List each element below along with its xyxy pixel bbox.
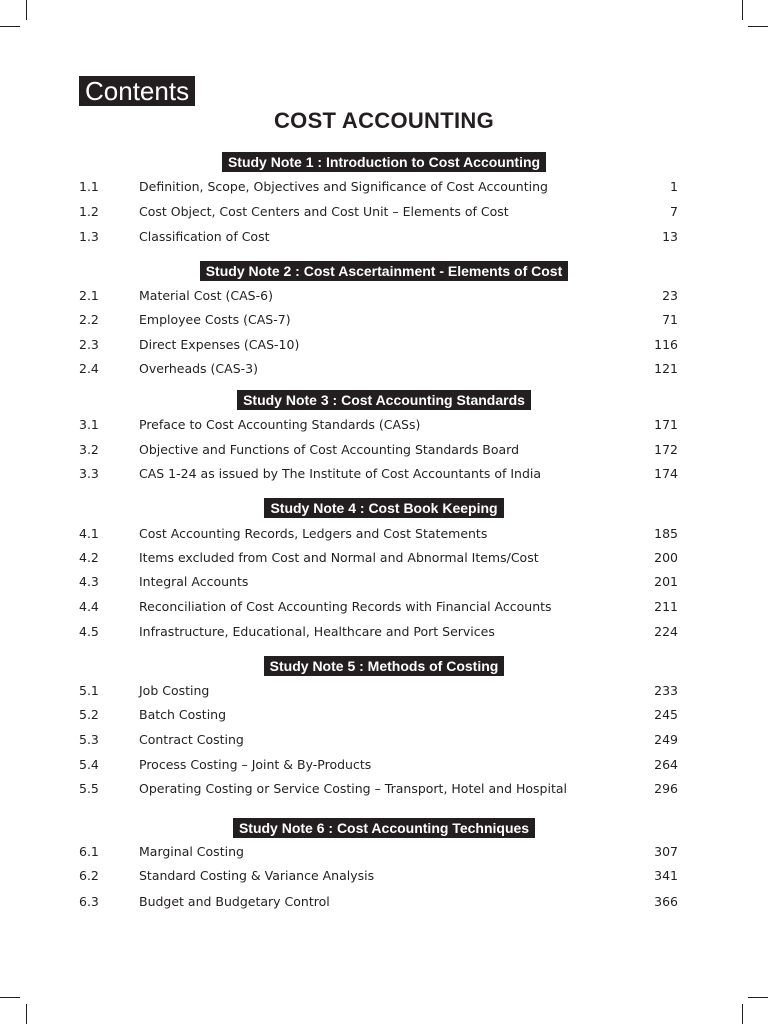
entry-page: 185 (654, 526, 678, 541)
entry-page: 174 (654, 466, 678, 481)
entry-title: Cost Accounting Records, Ledgers and Cost Statements (139, 526, 488, 541)
entry-page: 171 (654, 417, 678, 432)
entry-title: Overheads (CAS-3) (139, 361, 258, 376)
toc-entry[interactable] (79, 705, 678, 725)
entry-title: Integral Accounts (139, 574, 249, 589)
entry-page: 172 (654, 442, 678, 457)
toc-entry[interactable] (79, 524, 678, 544)
entry-page: 71 (662, 312, 678, 327)
entry-page: 264 (654, 757, 678, 772)
entry-number: 5.1 (79, 683, 99, 698)
study-note-1-heading (0, 152, 768, 172)
study-note-2-label: Study Note 2 : Cost Ascertainment - Elements of Cost (200, 261, 569, 281)
entry-title: Job Costing (139, 683, 210, 698)
crop-mark (748, 26, 768, 27)
entry-page: 307 (654, 844, 678, 859)
entry-title: Infrastructure, Educational, Healthcare and Port Services (139, 624, 495, 639)
crop-mark (0, 997, 20, 998)
contents-heading: Contents (79, 76, 195, 106)
study-note-4-label: Study Note 4 : Cost Book Keeping (264, 498, 503, 518)
entry-title: Objective and Functions of Cost Accounting Standards Board (139, 442, 520, 457)
toc-entry[interactable] (79, 202, 678, 222)
entry-page: 7 (670, 204, 678, 219)
crop-mark (748, 997, 768, 998)
entry-title: Employee Costs (CAS-7) (139, 312, 291, 327)
entry-number: 5.3 (79, 732, 99, 747)
entry-page: 341 (654, 868, 678, 883)
crop-mark (742, 1004, 743, 1024)
entry-number: 3.2 (79, 442, 99, 457)
toc-entry[interactable] (79, 842, 678, 862)
toc-entry[interactable] (79, 310, 678, 330)
entry-number: 4.3 (79, 574, 99, 589)
entry-number: 2.1 (79, 288, 99, 303)
entry-number: 5.5 (79, 781, 99, 796)
study-note-6-label: Study Note 6 : Cost Accounting Techniques (233, 818, 535, 838)
toc-entry[interactable] (79, 597, 678, 617)
entry-title: CAS 1-24 as issued by The Institute of Cost Accountants of India (139, 466, 542, 481)
entry-title: Definition, Scope, Objectives and Significance of Cost Accounting (139, 179, 548, 194)
study-note-3-heading (0, 390, 768, 410)
entry-number: 3.3 (79, 466, 99, 481)
entry-title: Budget and Budgetary Control (139, 894, 330, 909)
toc-entry[interactable] (79, 359, 678, 379)
study-note-2-heading (0, 261, 768, 281)
entry-title: Classification of Cost (139, 229, 270, 244)
toc-entry[interactable] (79, 464, 678, 484)
study-note-3-label: Study Note 3 : Cost Accounting Standards (237, 390, 531, 410)
study-note-1-label: Study Note 1 : Introduction to Cost Accounting (222, 152, 546, 172)
crop-mark (26, 1004, 27, 1024)
entry-number: 1.2 (79, 204, 99, 219)
entry-page: 224 (654, 624, 678, 639)
entry-page: 249 (654, 732, 678, 747)
study-note-5-label: Study Note 5 : Methods of Costing (264, 656, 505, 676)
entry-title: Operating Costing or Service Costing – Transport, Hotel and Hospital (139, 781, 567, 796)
page-title: COST ACCOUNTING (273, 108, 494, 133)
toc-entry[interactable] (79, 286, 678, 306)
entry-number: 2.3 (79, 337, 99, 352)
toc-entry[interactable] (79, 415, 678, 435)
toc-entry[interactable] (79, 572, 678, 592)
crop-mark (742, 0, 743, 20)
entry-title: Standard Costing & Variance Analysis (139, 868, 375, 883)
entry-page: 200 (654, 550, 678, 565)
entry-number: 6.3 (79, 894, 99, 909)
entry-title: Marginal Costing (139, 844, 244, 859)
entry-page: 211 (654, 599, 678, 614)
toc-entry[interactable] (79, 892, 678, 912)
entry-page: 233 (654, 683, 678, 698)
entry-page: 366 (654, 894, 678, 909)
entry-number: 3.1 (79, 417, 99, 432)
entry-number: 5.2 (79, 707, 99, 722)
entry-title: Direct Expenses (CAS-10) (139, 337, 300, 352)
crop-mark (0, 26, 20, 27)
toc-entry[interactable] (79, 779, 678, 799)
entry-page: 1 (670, 179, 678, 194)
entry-title: Contract Costing (139, 732, 244, 747)
study-note-5-heading (0, 656, 768, 676)
toc-entry[interactable] (79, 866, 678, 886)
entry-number: 4.2 (79, 550, 99, 565)
entry-number: 6.2 (79, 868, 99, 883)
entry-number: 4.4 (79, 599, 99, 614)
study-note-4-heading (0, 498, 768, 518)
toc-entry[interactable] (79, 730, 678, 750)
entry-page: 121 (654, 361, 678, 376)
entry-page: 245 (654, 707, 678, 722)
entry-title: Cost Object, Cost Centers and Cost Unit – Elements of Cost (139, 204, 509, 219)
entry-number: 5.4 (79, 757, 99, 772)
toc-entry[interactable] (79, 622, 678, 642)
entry-number: 1.1 (79, 179, 99, 194)
entry-title: Reconciliation of Cost Accounting Records with Financial Accounts (139, 599, 552, 614)
toc-entry[interactable] (79, 755, 678, 775)
toc-entry[interactable] (79, 227, 678, 247)
entry-page: 201 (654, 574, 678, 589)
toc-entry[interactable] (79, 335, 678, 355)
entry-title: Material Cost (CAS-6) (139, 288, 273, 303)
entry-number: 6.1 (79, 844, 99, 859)
study-note-6-heading (0, 818, 768, 838)
entry-number: 4.1 (79, 526, 99, 541)
entry-number: 2.2 (79, 312, 99, 327)
entry-number: 1.3 (79, 229, 99, 244)
toc-entry[interactable] (79, 681, 678, 701)
entry-page: 116 (654, 337, 678, 352)
entry-page: 23 (662, 288, 678, 303)
entry-title: Batch Costing (139, 707, 227, 722)
entry-title: Items excluded from Cost and Normal and Abnormal Items/Cost (139, 550, 539, 565)
toc-entry[interactable] (79, 177, 678, 197)
toc-entry[interactable] (79, 440, 678, 460)
toc-entry[interactable] (79, 548, 678, 568)
entry-page: 296 (654, 781, 678, 796)
entry-title: Preface to Cost Accounting Standards (CASs) (139, 417, 421, 432)
entry-number: 4.5 (79, 624, 99, 639)
entry-title: Process Costing – Joint & By-Products (139, 757, 372, 772)
crop-mark (26, 0, 27, 20)
entry-page: 13 (662, 229, 678, 244)
entry-number: 2.4 (79, 361, 99, 376)
